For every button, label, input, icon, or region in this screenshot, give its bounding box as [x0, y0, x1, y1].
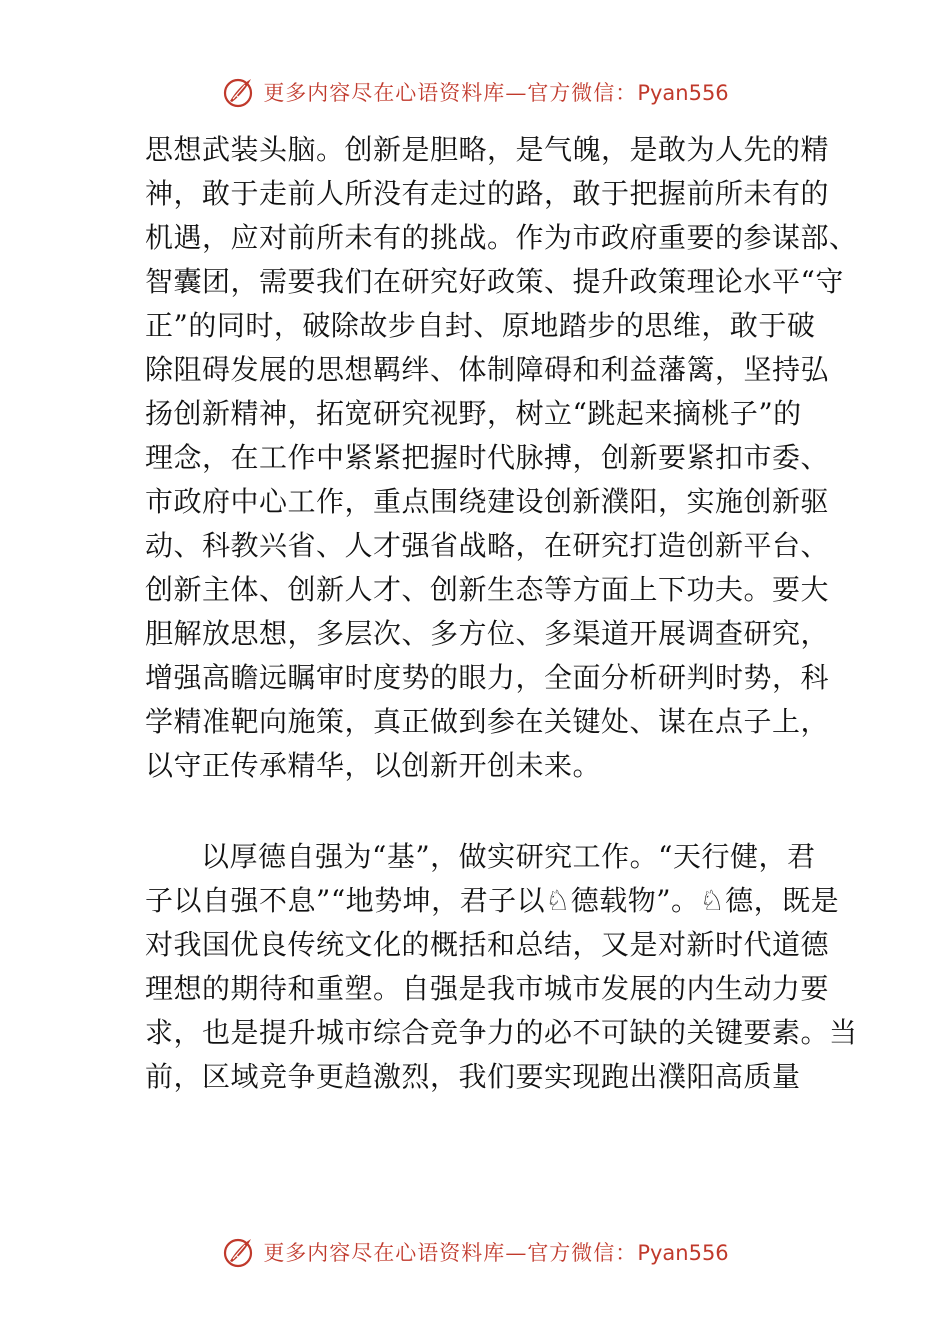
text-line: 智囊团，需要我们在研究好政策、提升政策理论水平“守	[145, 265, 844, 298]
banner-contact-id: Pyan556	[637, 81, 729, 105]
text-line: 神，敢于走前人所没有走过的路，敢于把握前所未有的	[145, 177, 830, 210]
text-line-indented: 以厚德自强为“基”，做实研究工作。“天行健，君	[201, 840, 816, 873]
banner-separator: —	[505, 1241, 528, 1265]
banner-title: 更多内容尽在心语资料库	[263, 1241, 506, 1265]
text-line: 理念，在工作中紧紧把握时代脉搏，创新要紧扣市委、	[145, 441, 830, 474]
paragraph-1	[145, 128, 858, 788]
text-line: 动、科教兴省、人才强省战略，在研究打造创新平台、	[145, 529, 830, 562]
text-line: 增强高瞻远瞩审时度势的眼力，全面分析研判时势，科	[145, 661, 830, 694]
text-line: 学精准靶向施策，真正做到参在关键处、谋在点子上，	[145, 705, 830, 738]
footer-banner	[0, 1230, 950, 1274]
text-line: 以守正传承精华，以创新开创未来。	[145, 749, 602, 782]
banner-title: 更多内容尽在心语资料库	[263, 81, 506, 105]
header-banner	[0, 70, 950, 114]
text-line: 胆解放思想，多层次、多方位、多渠道开展调查研究，	[145, 617, 830, 650]
quill-feather-logo-icon	[221, 1235, 255, 1269]
text-line: 除阻碍发展的思想羁绊、体制障碍和利益藩篱，坚持弘	[145, 353, 830, 386]
text-line: 创新主体、创新人才、创新生态等方面上下功夫。要大	[145, 573, 830, 606]
paragraph-2	[145, 835, 858, 1099]
text-line: 前，区域竞争更趋激烈，我们要实现跑出濮阳高质量	[145, 1060, 801, 1093]
banner-text	[263, 1237, 728, 1267]
text-line: 机遇，应对前所未有的挑战。作为市政府重要的参谋部、	[145, 221, 858, 254]
text-line: 理想的期待和重塑。自强是我市城市发展的内生动力要	[145, 972, 830, 1005]
quill-feather-logo-icon	[221, 75, 255, 109]
text-line: 正”的同时，破除故步自封、原地踏步的思维，敢于破	[145, 309, 816, 342]
text-line: 思想武装头脑。创新是胆略，是气魄，是敢为人先的精	[145, 133, 830, 166]
banner-contact-id: Pyan556	[637, 1241, 729, 1265]
text-line: 子以自强不息”“地势坤，君子以♘德载物”。♘德，既是	[145, 884, 840, 917]
banner-text	[263, 77, 728, 107]
text-line: 求，也是提升城市综合竞争力的必不可缺的关键要素。当	[145, 1016, 858, 1049]
text-line: 扬创新精神，拓宽研究视野，树立“跳起来摘桃子”的	[145, 397, 802, 430]
banner-contact-label: 官方微信：	[527, 1241, 638, 1265]
text-line: 对我国优良传统文化的概括和总结，又是对新时代道德	[145, 928, 830, 961]
banner-contact-label: 官方微信：	[527, 81, 638, 105]
text-line: 市政府中心工作，重点围绕建设创新濮阳，实施创新驱	[145, 485, 830, 518]
banner-separator: —	[505, 81, 528, 105]
